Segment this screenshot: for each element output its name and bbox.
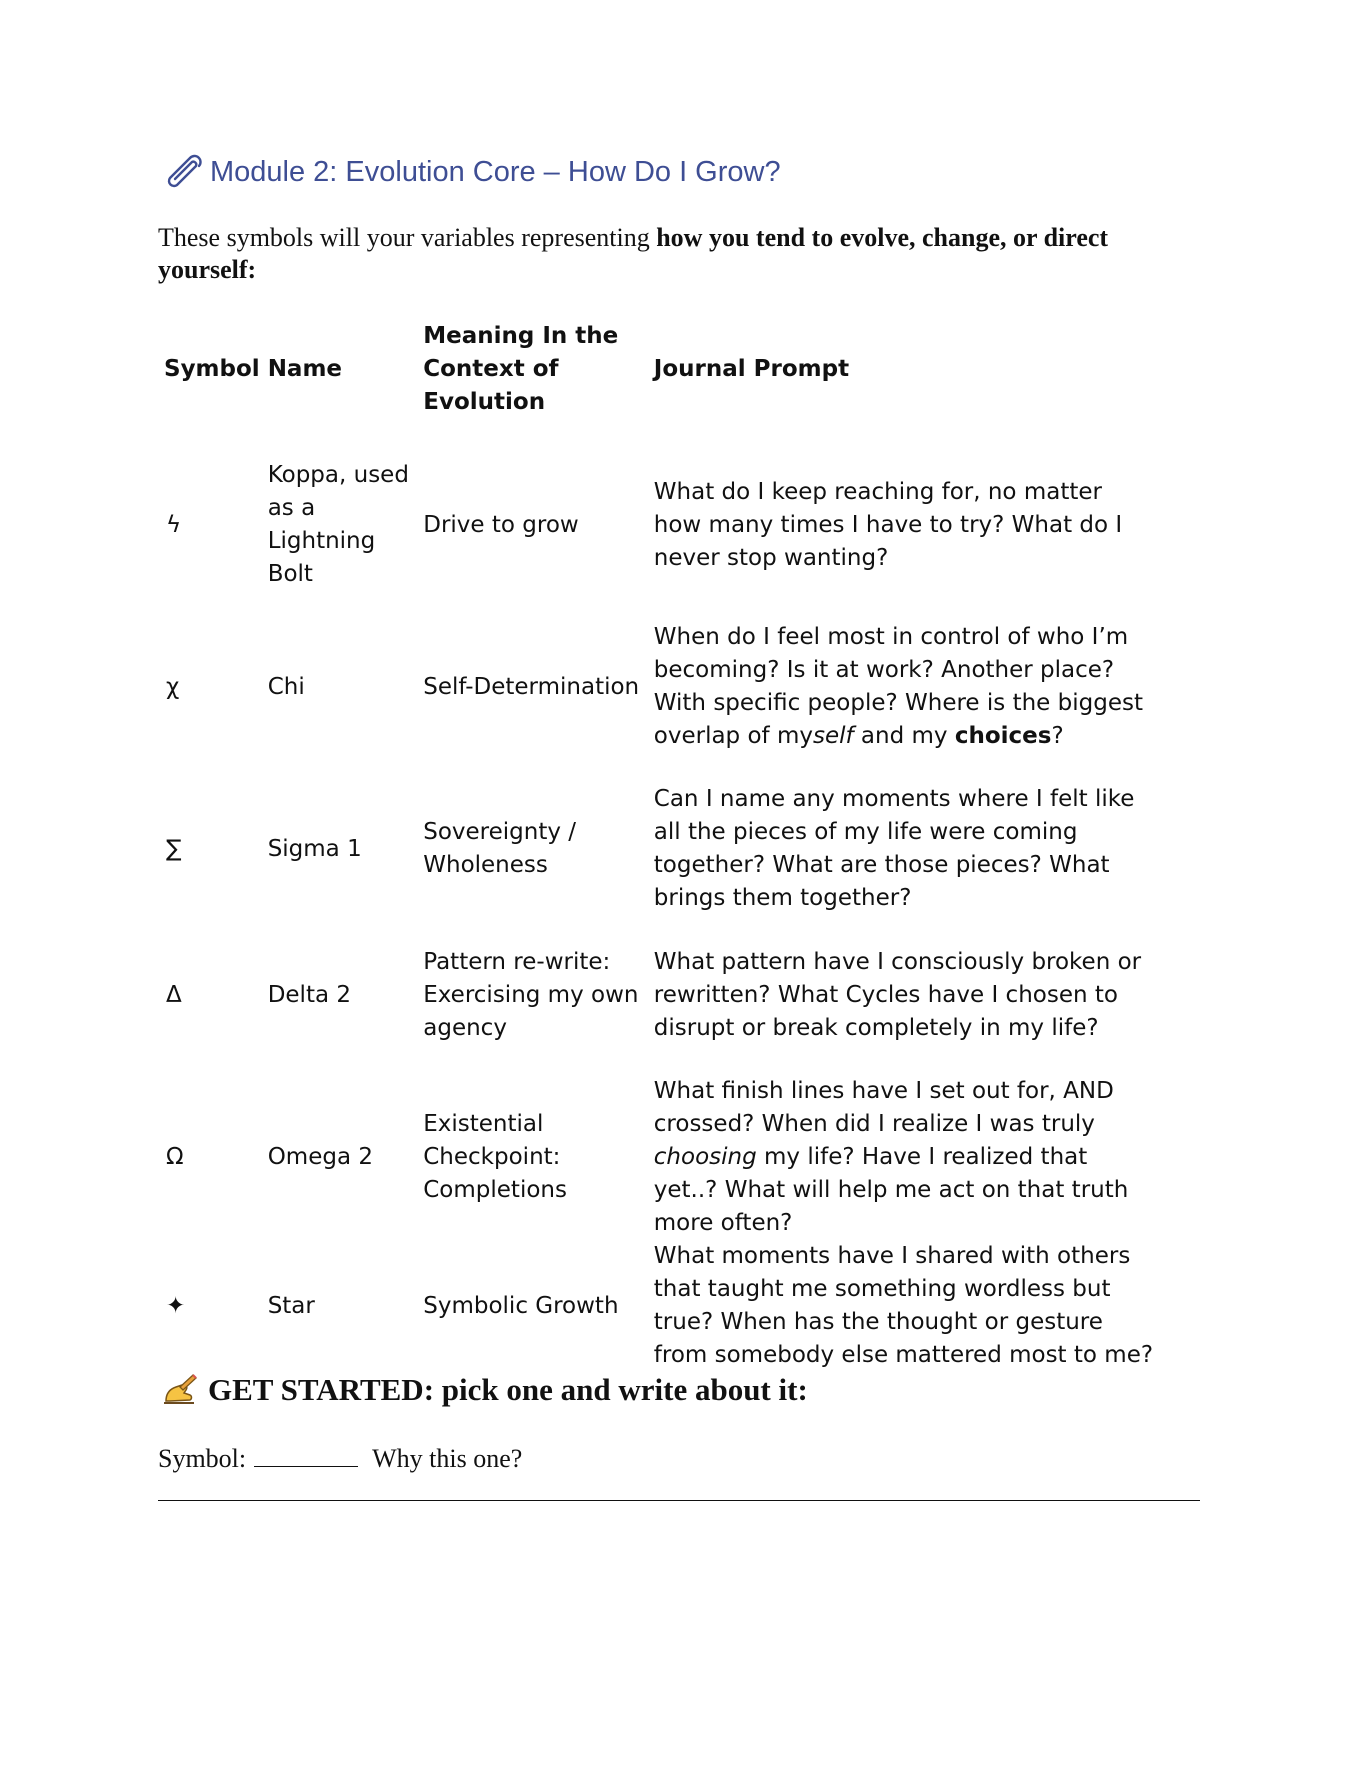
delta-symbol: Δ xyxy=(166,981,182,1008)
symbol-meaning: Drive to grow xyxy=(423,511,579,538)
writing-hand-icon xyxy=(160,1373,198,1407)
header-name: Name xyxy=(267,356,343,382)
symbol-meaning: Symbolic Growth xyxy=(423,1292,619,1319)
module-title: Module 2: Evolution Core – How Do I Grow? xyxy=(210,155,781,188)
table-row xyxy=(160,621,1160,753)
header-meaning: Meaning In the Context of Evolution xyxy=(423,323,619,415)
omega-symbol: Ω xyxy=(166,1144,184,1170)
symbol-name: Sigma 1 xyxy=(267,835,362,862)
header-symbol: Symbol xyxy=(164,356,260,382)
prompt-text: When do I feel most in control of who I’m becoming? Is it at work? Another place? With specific people? Where is the biggest overlap of my xyxy=(653,624,1143,749)
journal-prompt: Can I name any moments where I felt like all the pieces of my life were coming together? What are those pieces? What brings them together? xyxy=(653,786,1135,911)
journal-prompt xyxy=(650,621,1160,753)
symbol-name: Koppa, used as a Lightning Bolt xyxy=(267,462,409,587)
prompt-text: What finish lines have I set out for, AND crossed? When did I realize I was truly xyxy=(653,1078,1114,1137)
koppa-symbol: ϟ xyxy=(166,511,182,538)
symbol-meaning: Pattern re-write: Exercising my own agency xyxy=(423,948,639,1041)
intro-plain-text: These symbols will your variables representing xyxy=(158,223,657,252)
chi-symbol: χ xyxy=(166,673,180,700)
symbol-meaning: Sovereignty / Wholeness xyxy=(423,819,577,878)
symbol-meaning: Self-Determination xyxy=(423,673,640,700)
table-header-row xyxy=(160,320,1160,419)
sigma-symbol: ∑ xyxy=(166,835,182,862)
symbol-name: Omega 2 xyxy=(267,1144,373,1170)
symbol-name: Star xyxy=(267,1292,315,1319)
intro-bold-text: how you tend to evolve, change, or direct yourself: xyxy=(158,223,1109,284)
header-journal-prompt: Journal Prompt xyxy=(653,356,850,382)
table-row xyxy=(160,1075,1160,1240)
star-symbol: ✦ xyxy=(166,1292,186,1319)
symbol-name: Chi xyxy=(267,673,305,700)
prompt-text: my life? Have I realized that yet..? What will help me act on that truth more often? xyxy=(653,1144,1129,1236)
intro-paragraph xyxy=(158,222,1198,286)
journal-prompt: What pattern have I consciously broken or rewritten? What Cycles have I chosen to disrupt or break completely in my life? xyxy=(653,948,1142,1041)
prompt-italic-text: choosing xyxy=(653,1144,757,1170)
table-row xyxy=(160,459,1160,591)
symbol-label: Symbol: xyxy=(158,1444,247,1473)
symbol-blank-field[interactable] xyxy=(254,1440,358,1467)
prompt-italic-text: self xyxy=(812,723,854,749)
prompt-bold-text: choices xyxy=(954,723,1052,749)
journal-prompt: What moments have I shared with others that taught me something wordless but true? When has the thought or gesture from somebody else mattered most to me? xyxy=(653,1243,1154,1368)
why-label: Why this one? xyxy=(372,1444,523,1473)
symbol-name: Delta 2 xyxy=(267,981,351,1008)
answer-blank-line[interactable] xyxy=(158,1500,1200,1501)
prompt-text: ? xyxy=(1051,723,1064,749)
symbol-answer-row xyxy=(158,1440,522,1474)
journal-prompt xyxy=(650,1075,1160,1240)
prompt-text: and my xyxy=(853,723,955,749)
symbol-meaning: Existential Checkpoint: Completions xyxy=(423,1111,567,1203)
journal-prompt: What do I keep reaching for, no matter how many times I have to try? What do I never stop wanting? xyxy=(653,478,1123,571)
get-started-heading xyxy=(160,1372,808,1408)
symbols-table xyxy=(160,320,1160,1372)
table-row xyxy=(160,1240,1160,1372)
module-heading xyxy=(160,152,781,192)
get-started-text: GET STARTED: pick one and write about it: xyxy=(208,1372,808,1407)
paperclip-icon xyxy=(160,152,204,192)
table-row xyxy=(160,783,1160,915)
table-row xyxy=(160,945,1160,1045)
